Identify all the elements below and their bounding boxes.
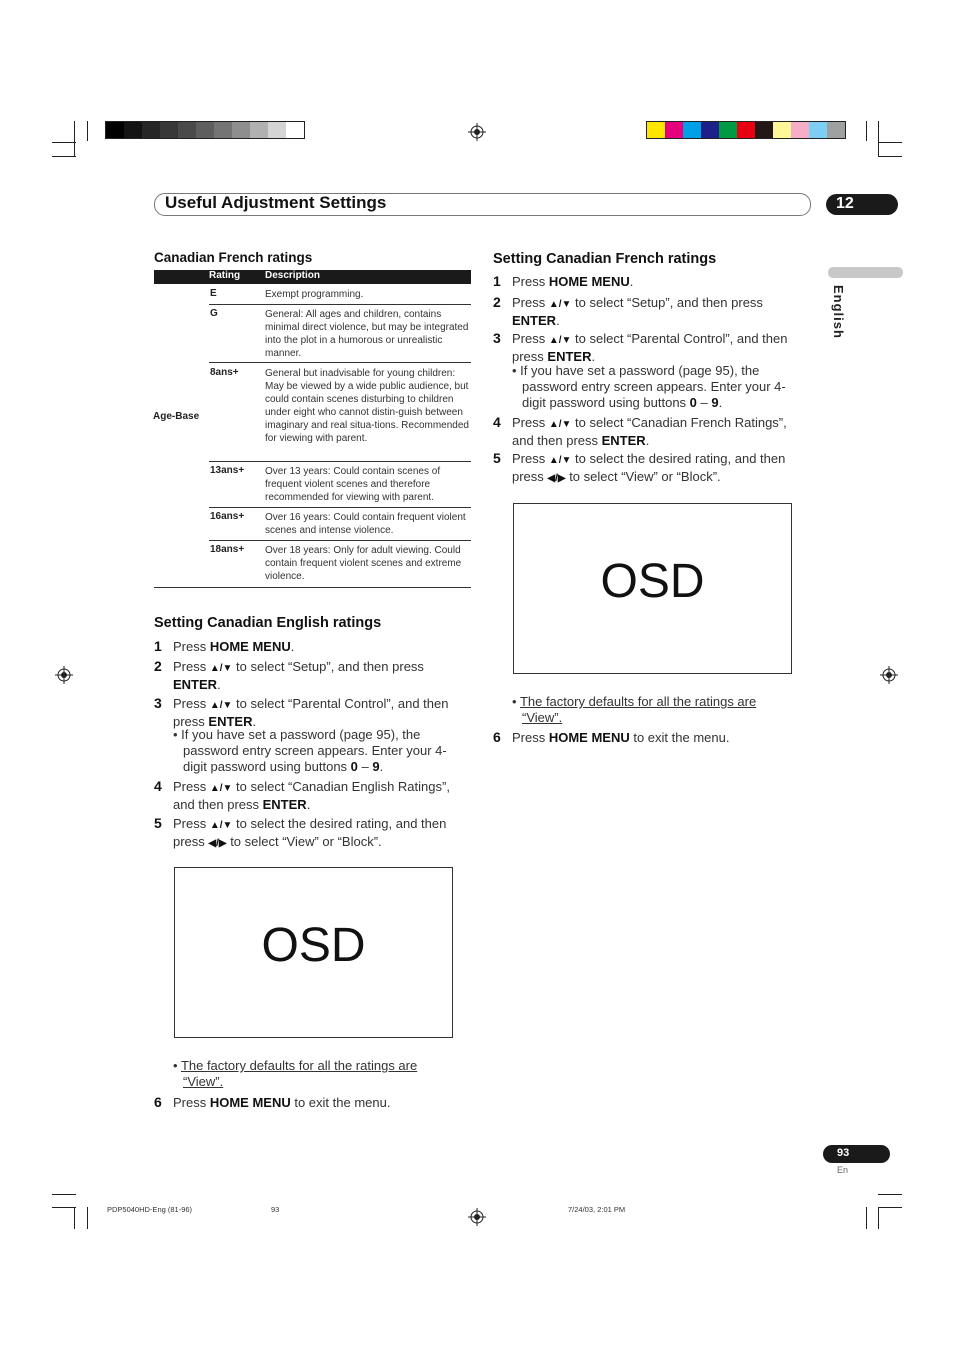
row-divider <box>209 362 471 363</box>
step-number: 5 <box>154 815 162 831</box>
rating-cell: 8ans+ <box>210 367 239 378</box>
chapter-number: 12 <box>836 195 854 212</box>
crop-mark <box>52 142 76 143</box>
row-divider <box>209 540 471 541</box>
step-text: Press HOME MENU to exit the menu. <box>512 730 730 745</box>
col-rating: Rating <box>209 270 241 281</box>
color-swatch <box>250 122 268 138</box>
footer-date: 7/24/03, 2:01 PM <box>568 1205 626 1214</box>
row-divider <box>209 304 471 305</box>
footer-page: 93 <box>271 1205 280 1214</box>
color-swatch <box>683 122 701 138</box>
page-language: En <box>837 1165 849 1175</box>
rating-cell: 18ans+ <box>210 544 245 555</box>
rating-cell: 13ans+ <box>210 465 245 476</box>
arrow-up-down-icon: ▲/▼ <box>548 455 572 466</box>
step-number: 3 <box>154 695 162 711</box>
page-number: 93 <box>837 1147 850 1159</box>
step-text: Press ▲/▼ to select “Canadian English Ratings”, and then press ENTER. <box>173 779 450 812</box>
crop-mark <box>878 1207 902 1208</box>
rating-cell: 16ans+ <box>210 511 245 522</box>
color-swatch <box>106 122 124 138</box>
color-swatch <box>665 122 683 138</box>
footer-file: PDP5040HD-Eng (81-96) <box>107 1205 193 1214</box>
step-text: Press ▲/▼ to select the desired rating, and then press ◀/▶ to select “View” or “Block”. <box>173 816 447 849</box>
crop-mark <box>866 121 867 141</box>
step-text: Press HOME MENU. <box>512 274 634 289</box>
rating-cell: E <box>210 288 217 299</box>
osd-screen <box>174 867 453 1038</box>
color-swatch <box>737 122 755 138</box>
description-cell: Over 16 years: Could contain frequent violent scenes and intense violence. <box>265 512 466 536</box>
step-number: 6 <box>493 729 501 745</box>
crop-mark <box>87 1207 88 1229</box>
color-swatch <box>232 122 250 138</box>
color-strip <box>646 121 846 139</box>
crop-mark <box>878 156 902 157</box>
bullet-text: • If you have set a password (page 95), the password entry screen appears. Enter your 4- digit password using buttons 0 – 9. <box>512 363 786 410</box>
description-cell: Over 18 years: Only for adult viewing. Could contain frequent violent scenes and extreme violence. <box>265 545 462 582</box>
rating-cell: G <box>210 308 218 319</box>
arrow-left-right-icon: ◀/▶ <box>208 838 227 849</box>
table-title: Canadian French ratings <box>154 250 313 265</box>
step-text: Press ▲/▼ to select “Parental Control”, and then press ENTER. <box>173 696 449 729</box>
osd-label: OSD <box>600 555 705 608</box>
grayscale-strip <box>105 121 305 139</box>
note-text: • The factory defaults for all the ratings are “View”. <box>173 1058 418 1089</box>
color-swatch <box>809 122 827 138</box>
step-text: Press ▲/▼ to select “Canadian French Ratings”, and then press ENTER. <box>512 415 787 448</box>
color-swatch <box>286 122 304 138</box>
color-swatch <box>701 122 719 138</box>
crop-mark <box>878 142 902 143</box>
color-swatch <box>268 122 286 138</box>
step-number: 5 <box>493 450 501 466</box>
arrow-up-down-icon: ▲/▼ <box>548 419 572 430</box>
step-number: 6 <box>154 1094 162 1110</box>
color-swatch <box>178 122 196 138</box>
color-swatch <box>124 122 142 138</box>
crop-mark <box>878 1207 879 1229</box>
registration-mark-icon <box>468 123 486 141</box>
description-cell: General but inadvisable for young children: May be viewed by a wide public audience, but could contain scenes disturbing to children under eight who cannot distin-guish between imaginary and real situa-tions. Recommended for viewing with parent. <box>265 368 469 444</box>
color-swatch <box>196 122 214 138</box>
crop-mark <box>52 156 76 157</box>
arrow-up-down-icon: ▲/▼ <box>209 663 233 674</box>
registration-mark-icon <box>55 666 73 684</box>
osd-screen <box>513 503 792 674</box>
color-swatch <box>827 122 845 138</box>
step-number: 2 <box>493 294 501 310</box>
arrow-left-right-icon: ◀/▶ <box>547 473 566 484</box>
step-text: Press HOME MENU to exit the menu. <box>173 1095 391 1110</box>
crop-mark <box>74 1207 75 1229</box>
bullet-text: • If you have set a password (page 95), the password entry screen appears. Enter your 4- digit password using buttons 0 – 9. <box>173 727 447 774</box>
color-swatch <box>755 122 773 138</box>
table-bottom-rule <box>154 587 471 588</box>
step-text: Press ▲/▼ to select “Parental Control”, and then press ENTER. <box>512 331 788 364</box>
crop-mark <box>52 1194 76 1195</box>
arrow-up-down-icon: ▲/▼ <box>548 299 572 310</box>
registration-mark-icon <box>880 666 898 684</box>
note-text: • The factory defaults for all the ratings are “View”. <box>512 694 757 725</box>
english-heading: Setting Canadian English ratings <box>154 615 382 631</box>
color-swatch <box>142 122 160 138</box>
row-divider <box>209 507 471 508</box>
color-swatch <box>647 122 665 138</box>
crop-mark <box>52 1207 76 1208</box>
crop-mark <box>878 1194 902 1195</box>
color-swatch <box>773 122 791 138</box>
step-number: 3 <box>493 330 501 346</box>
arrow-up-down-icon: ▲/▼ <box>209 700 233 711</box>
arrow-up-down-icon: ▲/▼ <box>209 820 233 831</box>
color-swatch <box>214 122 232 138</box>
arrow-up-down-icon: ▲/▼ <box>548 335 572 346</box>
language-label: English <box>831 285 846 339</box>
page-number-badge <box>823 1145 890 1163</box>
chapter-badge <box>826 194 898 215</box>
color-swatch <box>791 122 809 138</box>
osd-label: OSD <box>261 919 366 972</box>
step-number: 1 <box>154 638 162 654</box>
crop-mark <box>74 121 75 157</box>
group-label: Age-Base <box>153 411 200 422</box>
registration-mark-icon <box>468 1208 486 1226</box>
col-description: Description <box>265 270 321 281</box>
step-number: 2 <box>154 658 162 674</box>
section-header <box>154 193 811 216</box>
step-number: 4 <box>493 414 501 430</box>
french-heading: Setting Canadian French ratings <box>493 251 717 267</box>
step-text: Press ▲/▼ to select “Setup”, and then press ENTER. <box>512 295 763 328</box>
step-text: Press HOME MENU. <box>173 639 295 654</box>
description-cell: Exempt programming. <box>265 289 364 300</box>
description-cell: General: All ages and children, contains minimal direct violence, but may be integrated into the plot in a humorous or unrealistic manner. <box>265 309 469 359</box>
description-cell: Over 13 years: Could contain scenes of frequent violent scenes and therefore recommended for viewing with parent. <box>265 466 441 503</box>
step-text: Press ▲/▼ to select the desired rating, and then press ◀/▶ to select “View” or “Block”. <box>512 451 786 484</box>
crop-mark <box>878 121 879 157</box>
crop-mark <box>87 121 88 141</box>
color-swatch <box>719 122 737 138</box>
row-divider <box>209 461 471 462</box>
color-swatch <box>160 122 178 138</box>
crop-mark <box>866 1207 867 1229</box>
step-number: 1 <box>493 273 501 289</box>
step-text: Press ▲/▼ to select “Setup”, and then press ENTER. <box>173 659 424 692</box>
section-title: Useful Adjustment Settings <box>165 193 387 212</box>
arrow-up-down-icon: ▲/▼ <box>209 783 233 794</box>
step-number: 4 <box>154 778 162 794</box>
table-header <box>154 270 471 284</box>
language-tab <box>828 267 903 278</box>
